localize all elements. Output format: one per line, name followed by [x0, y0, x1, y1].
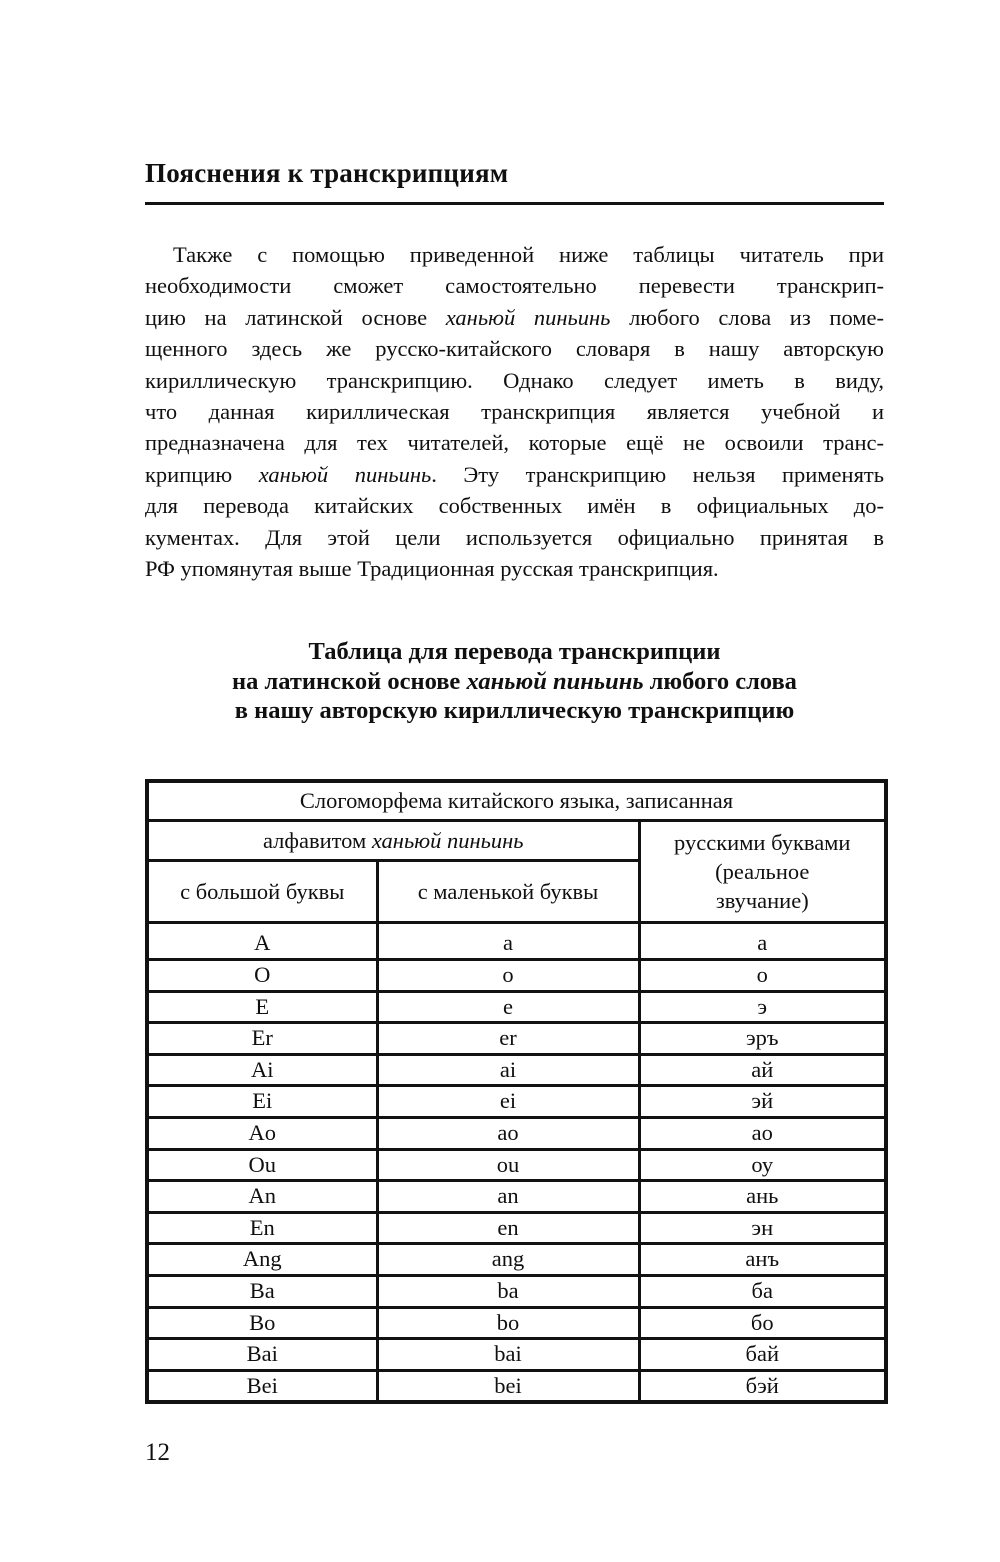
paragraph-line [145, 239, 884, 270]
paragraph-line [145, 522, 884, 553]
table-header [147, 781, 886, 923]
paragraph-line [145, 270, 884, 301]
table-row [147, 1054, 886, 1086]
text-run: цию на латинской основе [145, 304, 446, 330]
cell-russian-sound: о [639, 960, 886, 992]
italic-term: ханьюй пиньинь [371, 827, 524, 853]
text-run: предназначена для тех читателей, которые ещё не освоили транс- [145, 430, 884, 456]
cell-russian-sound: а [639, 923, 886, 960]
table-row [147, 991, 886, 1023]
cell-pinyin-capital: En [147, 1212, 377, 1244]
text-run: любого слова из поме- [610, 304, 884, 330]
cell-russian-sound: эй [639, 1086, 886, 1118]
italic-term: ханьюй пиньинь [466, 667, 644, 695]
paragraph-line [145, 302, 884, 333]
table-row [147, 1307, 886, 1339]
text-run: для перевода китайских собственных имён в официальных до- [145, 493, 884, 519]
cell-pinyin-capital: Ao [147, 1118, 377, 1150]
table-title-line3: в нашу авторскую кириллическую транскрипцию [234, 697, 795, 725]
paragraph-line [145, 459, 884, 490]
cell-russian-sound: бэй [639, 1370, 886, 1402]
header-cell-syllable: Слогоморфема китайского языка, записанная [147, 781, 886, 821]
cell-pinyin-small: ba [377, 1276, 639, 1308]
table-row [147, 1276, 886, 1308]
cell-pinyin-capital: Ai [147, 1054, 377, 1086]
header-row-syllable [147, 781, 886, 821]
cell-russian-sound: бай [639, 1339, 886, 1371]
table-row [147, 1212, 886, 1244]
table-row [147, 1149, 886, 1181]
cell-pinyin-small: bo [377, 1307, 639, 1339]
cell-pinyin-small: ai [377, 1054, 639, 1086]
table-row [147, 1023, 886, 1055]
table-row [147, 1244, 886, 1276]
cell-pinyin-capital: E [147, 991, 377, 1023]
intro-paragraph [145, 239, 884, 584]
paragraph-line [145, 396, 884, 427]
header-cell-capital: с большой буквы [147, 861, 377, 923]
cell-pinyin-capital: Ang [147, 1244, 377, 1276]
page-title: Пояснения к транскрипциям [145, 158, 509, 188]
table-title-line1: Таблица для перевода транскрипции [308, 638, 721, 666]
text-run: . Эту транскрипцию нельзя применять [431, 461, 885, 487]
header-cell-alphabet [147, 821, 639, 861]
cell-pinyin-small: ou [377, 1149, 639, 1181]
cell-russian-sound: ань [639, 1181, 886, 1213]
paragraph-line [145, 427, 884, 458]
header-rule [145, 202, 884, 205]
text-run: кириллическую транскрипцию. Однако следует иметь в виду, [145, 367, 884, 393]
header-russian-line: звучание) [715, 888, 809, 914]
cell-pinyin-small: a [377, 923, 639, 960]
text-run: необходимости сможет самостоятельно перевести транскрип- [145, 273, 884, 299]
text-run: любого слова [643, 667, 797, 695]
paragraph-line [145, 333, 884, 364]
cell-pinyin-capital: O [147, 960, 377, 992]
paragraph-line [145, 490, 884, 521]
cell-pinyin-small: ang [377, 1244, 639, 1276]
text-run: Также с помощью приведенной ниже таблицы читатель при [173, 242, 884, 267]
cell-pinyin-capital: Er [147, 1023, 377, 1055]
table-title [145, 637, 884, 726]
cell-pinyin-capital: A [147, 923, 377, 960]
cell-russian-sound: бо [639, 1307, 886, 1339]
cell-pinyin-small: ao [377, 1118, 639, 1150]
table-row [147, 1086, 886, 1118]
table-row [147, 1370, 886, 1402]
text-run: алфавитом [262, 827, 372, 853]
cell-pinyin-capital: Ou [147, 1149, 377, 1181]
table-row [147, 1339, 886, 1371]
cell-pinyin-small: o [377, 960, 639, 992]
table-row [147, 1181, 886, 1213]
text-run: крипцию [145, 461, 259, 487]
transcription-table [145, 779, 888, 1404]
cell-russian-sound: ай [639, 1054, 886, 1086]
header-cell-small: с маленькой буквы [377, 861, 639, 923]
header-cell-russian [639, 821, 886, 923]
cell-russian-sound: анъ [639, 1244, 886, 1276]
header-russian-line: (реальное [715, 859, 810, 885]
table-title-line2 [232, 668, 797, 695]
cell-russian-sound: ао [639, 1118, 886, 1150]
cell-russian-sound: э [639, 991, 886, 1023]
text-run: на латинской основе [232, 667, 467, 695]
table-row [147, 1118, 886, 1150]
page-content [145, 0, 884, 1468]
cell-pinyin-small: en [377, 1212, 639, 1244]
cell-pinyin-small: an [377, 1181, 639, 1213]
table-body [147, 923, 886, 1402]
cell-pinyin-capital: An [147, 1181, 377, 1213]
cell-pinyin-small: bei [377, 1370, 639, 1402]
cell-pinyin-capital: Bei [147, 1370, 377, 1402]
italic-term: ханьюй пиньинь [258, 461, 432, 487]
cell-pinyin-small: bai [377, 1339, 639, 1371]
cell-pinyin-capital: Ba [147, 1276, 377, 1308]
text-run: что данная кириллическая транскрипция является учебной и [145, 399, 884, 425]
paragraph-line [145, 365, 884, 396]
cell-russian-sound: оу [639, 1149, 886, 1181]
header-row-alphabet [147, 821, 886, 861]
cell-pinyin-capital: Bo [147, 1307, 377, 1339]
italic-term: ханьюй пиньинь [445, 304, 611, 330]
cell-russian-sound: эн [639, 1212, 886, 1244]
table-row [147, 923, 886, 960]
cell-pinyin-capital: Bai [147, 1339, 377, 1371]
cell-russian-sound: ба [639, 1276, 886, 1308]
cell-pinyin-capital: Ei [147, 1086, 377, 1118]
header-russian-line: русскими буквами [674, 830, 851, 856]
cell-pinyin-small: ei [377, 1086, 639, 1118]
cell-pinyin-small: er [377, 1023, 639, 1055]
text-run: щенного здесь же русско-китайского словаря в нашу авторскую [145, 336, 884, 362]
cell-russian-sound: эръ [639, 1023, 886, 1055]
cell-pinyin-small: e [377, 991, 639, 1023]
text-run: РФ упомянутая выше Традиционная русская транскрипция. [145, 556, 719, 582]
page-number: 12 [145, 1439, 170, 1467]
table-row [147, 960, 886, 992]
paragraph-line [145, 553, 884, 584]
text-run: кументах. Для этой цели используется официально принятая в [145, 524, 884, 550]
